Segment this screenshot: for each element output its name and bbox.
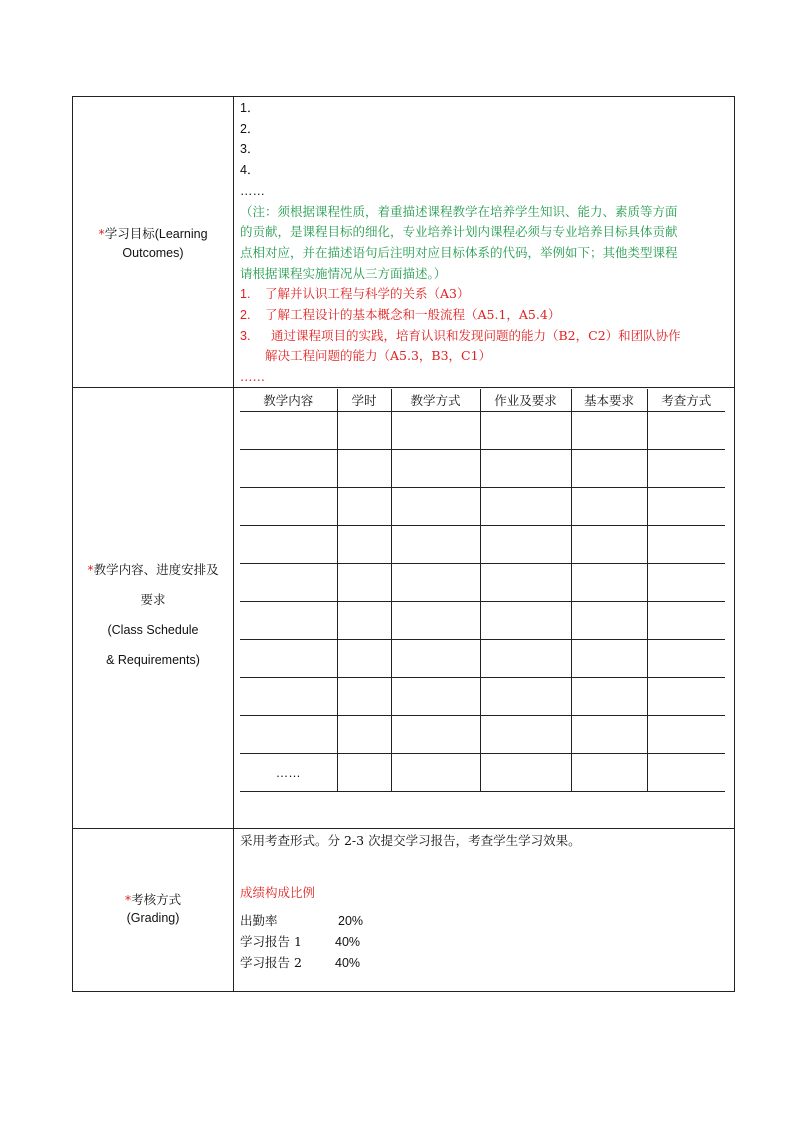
note-line: 点相对应，并在描述语句后注明对应目标体系的代码，举例如下；其他类型课程 <box>240 244 678 260</box>
table-cell[interactable] <box>480 488 571 526</box>
table-cell[interactable] <box>337 412 391 450</box>
table-cell[interactable] <box>647 754 725 792</box>
schedule-label-en-2: & Requirements) <box>106 653 200 667</box>
table-cell[interactable] <box>480 754 571 792</box>
table-cell[interactable] <box>647 488 725 526</box>
table-cell[interactable] <box>240 602 337 640</box>
table-cell[interactable] <box>337 716 391 754</box>
grade-item-name: 出勤率 <box>240 913 278 928</box>
table-cell[interactable] <box>391 488 480 526</box>
outcomes-content <box>240 98 730 388</box>
table-cell[interactable] <box>240 564 337 602</box>
table-row <box>240 564 725 602</box>
example-text: 了解工程设计的基本概念和一般流程（A5.1，A5.4） <box>265 307 561 323</box>
example-text: 了解并认识工程与科学的关系（A3） <box>265 286 470 302</box>
table-cell[interactable] <box>391 564 480 602</box>
table-cell[interactable] <box>337 754 391 792</box>
outcomes-label-en-2: Outcomes) <box>122 246 184 260</box>
header-content: 教学内容 <box>240 389 337 412</box>
outcomes-label <box>73 224 233 263</box>
outcome-ellipsis: …… <box>240 183 265 198</box>
schedule-label-cn-2: 要求 <box>140 592 166 607</box>
example-item <box>240 326 730 347</box>
table-cell[interactable] <box>240 716 337 754</box>
table-row <box>240 640 725 678</box>
note-line: 请根据课程实施情况从三方面描述。） <box>240 265 447 281</box>
table-cell[interactable] <box>571 640 647 678</box>
table-cell[interactable] <box>240 526 337 564</box>
header-basic-req: 基本要求 <box>571 389 647 412</box>
table-cell[interactable] <box>571 754 647 792</box>
header-assessment: 考查方式 <box>647 389 725 412</box>
table-cell[interactable] <box>571 602 647 640</box>
outcomes-label-cn: 学习目标 <box>104 226 155 241</box>
table-cell[interactable] <box>571 450 647 488</box>
example-text: 通过课程项目的实践，培育认识和发现问题的能力（B2，C2）和团队协作 <box>271 327 681 343</box>
grade-item <box>240 911 363 929</box>
required-mark: * <box>124 892 132 907</box>
column-divider <box>233 96 234 992</box>
table-cell[interactable] <box>337 640 391 678</box>
table-cell[interactable] <box>571 716 647 754</box>
table-cell[interactable] <box>647 412 725 450</box>
example-number: 3. <box>240 328 251 343</box>
table-cell[interactable] <box>480 716 571 754</box>
table-cell[interactable] <box>337 678 391 716</box>
table-cell[interactable] <box>337 488 391 526</box>
table-row <box>240 526 725 564</box>
table-cell[interactable] <box>647 526 725 564</box>
outcome-number: 4． <box>240 163 260 178</box>
example-text: 解决工程问题的能力（A5.3，B3，C1） <box>265 348 492 364</box>
table-cell[interactable] <box>571 564 647 602</box>
table-cell[interactable] <box>571 412 647 450</box>
table-cell[interactable] <box>480 450 571 488</box>
table-cell[interactable] <box>647 640 725 678</box>
table-cell[interactable] <box>647 678 725 716</box>
schedule-label <box>73 555 233 675</box>
grade-item-pct: 40% <box>335 956 361 970</box>
table-cell[interactable] <box>480 526 571 564</box>
outcome-number: 1． <box>240 101 260 115</box>
schedule-label-en: (Class Schedule <box>107 623 199 637</box>
table-cell[interactable] <box>391 640 480 678</box>
example-number: 1. <box>240 287 251 302</box>
table-cell[interactable] <box>647 716 725 754</box>
table-cell-ellipsis[interactable]: …… <box>240 754 337 792</box>
table-cell[interactable] <box>571 526 647 564</box>
table-row <box>240 678 725 716</box>
table-row <box>240 602 725 640</box>
table-cell[interactable] <box>240 450 337 488</box>
schedule-table <box>240 389 725 792</box>
table-cell[interactable] <box>240 678 337 716</box>
example-item <box>240 305 730 326</box>
required-mark: * <box>87 562 94 577</box>
example-item-continued <box>240 346 730 367</box>
grade-item-pct: 40% <box>335 935 361 949</box>
table-cell[interactable] <box>571 678 647 716</box>
table-cell[interactable] <box>240 640 337 678</box>
table-cell[interactable] <box>480 678 571 716</box>
grading-label-cn: 考核方式 <box>131 892 182 907</box>
table-cell[interactable] <box>480 602 571 640</box>
composition-title: 成绩构成比例 <box>240 885 316 900</box>
note-line: （注：须根据课程性质，着重描述课程教学在培养学生知识、能力、素质等方面 <box>240 203 678 219</box>
note-line: 的贡献，是课程目标的细化，专业培养计划内课程必须与专业培养目标具体贡献 <box>240 224 678 240</box>
table-cell[interactable] <box>337 564 391 602</box>
header-method: 教学方式 <box>391 389 480 412</box>
table-row <box>240 716 725 754</box>
table-cell[interactable] <box>391 450 480 488</box>
table-row <box>240 488 725 526</box>
table-cell[interactable] <box>571 488 647 526</box>
table-cell[interactable] <box>337 450 391 488</box>
grade-item-name: 学习报告 2 <box>240 955 302 970</box>
outcome-number: 3． <box>240 142 260 157</box>
table-cell[interactable] <box>391 678 480 716</box>
grade-item-name: 学习报告 1 <box>240 934 302 949</box>
outcomes-label-en: (Learning <box>154 227 208 241</box>
grading-intro: 采用考查形式。分 2-3 次提交学习报告，考查学生学习效果。 <box>240 833 581 848</box>
table-row <box>240 412 725 450</box>
grading-label <box>73 890 233 928</box>
grade-item <box>240 932 360 950</box>
example-ellipsis: …… <box>240 369 265 385</box>
table-cell[interactable] <box>480 564 571 602</box>
required-mark: * <box>98 226 105 241</box>
header-hours: 学时 <box>337 389 391 412</box>
table-cell[interactable] <box>647 450 725 488</box>
table-cell[interactable] <box>391 716 480 754</box>
example-item <box>240 284 730 305</box>
grading-label-en: (Grading) <box>126 911 180 925</box>
outcome-number: 2． <box>240 121 260 136</box>
header-assignment: 作业及要求 <box>480 389 571 412</box>
example-number: 2. <box>240 308 251 323</box>
table-cell[interactable] <box>391 412 480 450</box>
grade-item-pct: 20% <box>338 914 364 928</box>
table-cell[interactable] <box>240 488 337 526</box>
table-row <box>240 450 725 488</box>
table-cell[interactable] <box>647 564 725 602</box>
table-cell[interactable] <box>480 640 571 678</box>
table-cell[interactable] <box>391 526 480 564</box>
table-cell[interactable] <box>391 602 480 640</box>
table-cell[interactable] <box>337 526 391 564</box>
row-divider <box>72 828 735 829</box>
schedule-label-cn: 教学内容、进度安排及 <box>93 562 219 577</box>
table-cell[interactable] <box>240 412 337 450</box>
table-row <box>240 754 725 792</box>
table-cell[interactable] <box>647 602 725 640</box>
table-cell[interactable] <box>337 602 391 640</box>
table-cell[interactable] <box>480 412 571 450</box>
schedule-header-row <box>240 389 725 412</box>
grade-item <box>240 953 360 971</box>
table-cell[interactable] <box>391 754 480 792</box>
